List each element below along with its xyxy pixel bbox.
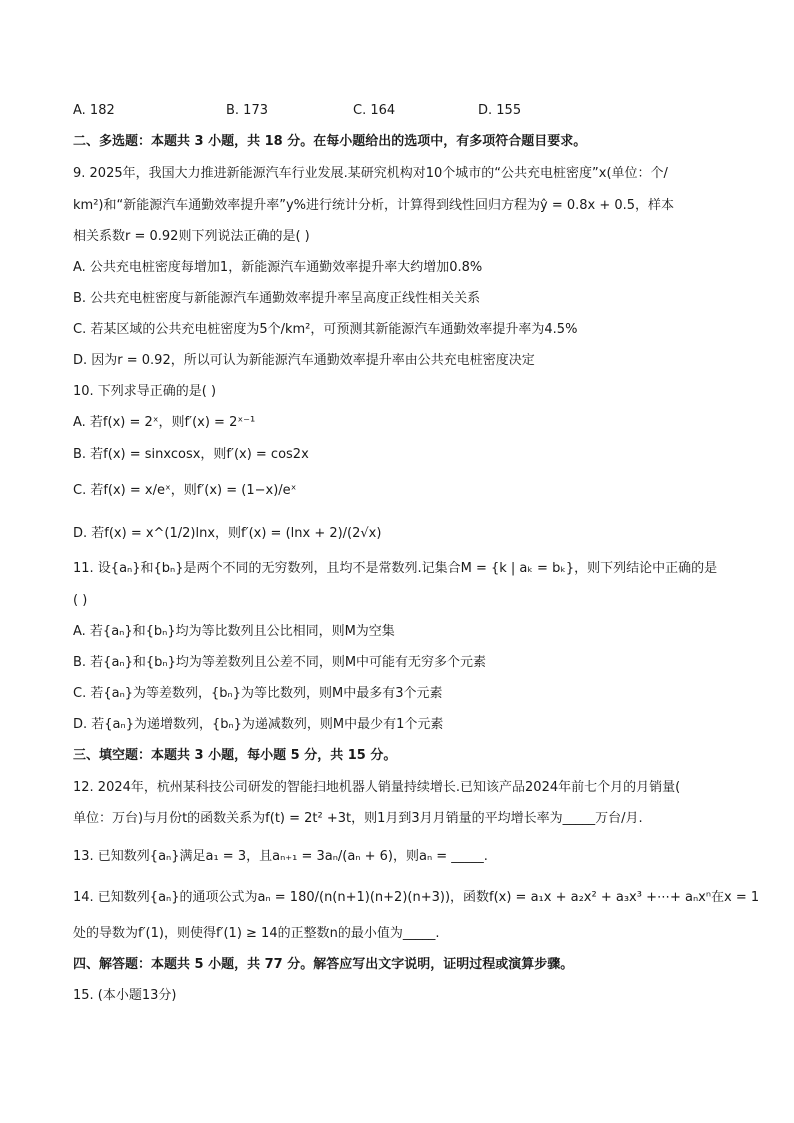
q10-option-b: B. 若f(x) = sinxcosx，则f′(x) = cos2x bbox=[73, 447, 309, 462]
q11-option-d: D. 若{aₙ}为递增数列，{bₙ}为递减数列，则M中最少有1个元素 bbox=[73, 717, 444, 732]
q11-option-b: B. 若{aₙ}和{bₙ}均为等差数列且公差不同，则M中可能有无穷多个元素 bbox=[73, 655, 487, 670]
q9-option-c: C. 若某区域的公共充电桩密度为5个/km²，可预测其新能源汽车通勤效率提升率为4.5% bbox=[73, 322, 578, 337]
q14-line1: 14. 已知数列{aₙ}的通项公式为aₙ = 180/(n(n+1)(n+2)(n+3))，函数f(x) = a₁x + a₂x² + a₃x³ +⋯+ aₙxⁿ在x = 1 bbox=[73, 890, 760, 905]
q9-stem-line2: km²)和“新能源汽车通勤效率提升率”y%进行统计分析，计算得到线性回归方程为ŷ = 0.8x + 0.5，样本 bbox=[73, 198, 675, 213]
q11-option-c: C. 若{aₙ}为等差数列，{bₙ}为等比数列，则M中最多有3个元素 bbox=[73, 686, 443, 701]
q11-option-a: A. 若{aₙ}和{bₙ}均为等比数列且公比相同，则M为空集 bbox=[73, 624, 395, 639]
q10-option-d: D. 若f(x) = x^(1/2)lnx，则f′(x) = (lnx + 2)/(2√x) bbox=[73, 526, 382, 541]
q8-options bbox=[73, 102, 733, 120]
q8-option-a: A. 182 bbox=[73, 103, 115, 118]
q8-option-d: D. 155 bbox=[478, 103, 522, 118]
q11-stem-line1: 11. 设{aₙ}和{bₙ}是两个不同的无穷数列，且均不是常数列.记集合M = {k | aₖ = bₖ}，则下列结论中正确的是 bbox=[73, 561, 718, 576]
section3-header: 三、填空题：本题共 3 小题，每小题 5 分，共 15 分。 bbox=[73, 748, 397, 763]
q10-stem: 10. 下列求导正确的是( ) bbox=[73, 384, 217, 399]
q8-option-b: B. 173 bbox=[226, 103, 268, 118]
q14-line2: 处的导数为f′(1)，则使得f′(1) ≥ 14的正整数n的最小值为_____. bbox=[73, 926, 440, 941]
section2-header: 二、多选题：本题共 3 小题，共 18 分。在每小题给出的选项中，有多项符合题目要求。 bbox=[73, 134, 587, 149]
q15-stem: 15. (本小题13分) bbox=[73, 988, 177, 1003]
q12-line1: 12. 2024年，杭州某科技公司研发的智能扫地机器人销量持续增长.已知该产品2024年前七个月的月销量( bbox=[73, 780, 681, 795]
q12-line2: 单位：万台)与月份t的函数关系为f(t) = 2t² +3t，则1月到3月月销量的平均增长率为_____万台/月. bbox=[73, 811, 643, 826]
q8-option-c: C. 164 bbox=[353, 103, 396, 118]
q10-option-c: C. 若f(x) = x/eˣ，则f′(x) = (1−x)/eˣ bbox=[73, 483, 297, 498]
section4-header: 四、解答题：本题共 5 小题，共 77 分。解答应写出文字说明，证明过程或演算步骤。 bbox=[73, 957, 574, 972]
q13-line1: 13. 已知数列{aₙ}满足a₁ = 3，且aₙ₊₁ = 3aₙ/(aₙ + 6)，则aₙ = _____. bbox=[73, 849, 488, 864]
q9-stem-line3: 相关系数r = 0.92则下列说法正确的是( ) bbox=[73, 229, 310, 244]
q9-stem-line1: 9. 2025年，我国大力推进新能源汽车行业发展.某研究机构对10个城市的“公共充电桩密度”x(单位：个/ bbox=[73, 166, 668, 181]
q11-stem-line2: ( ) bbox=[73, 593, 88, 608]
q9-option-a: A. 公共充电桩密度每增加1，新能源汽车通勤效率提升率大约增加0.8% bbox=[73, 260, 483, 275]
q9-option-b: B. 公共充电桩密度与新能源汽车通勤效率提升率呈高度正线性相关关系 bbox=[73, 291, 481, 306]
q9-option-d: D. 因为r = 0.92，所以可认为新能源汽车通勤效率提升率由公共充电桩密度决定 bbox=[73, 353, 535, 368]
q10-option-a: A. 若f(x) = 2ˣ，则f′(x) = 2ˣ⁻¹ bbox=[73, 415, 256, 430]
